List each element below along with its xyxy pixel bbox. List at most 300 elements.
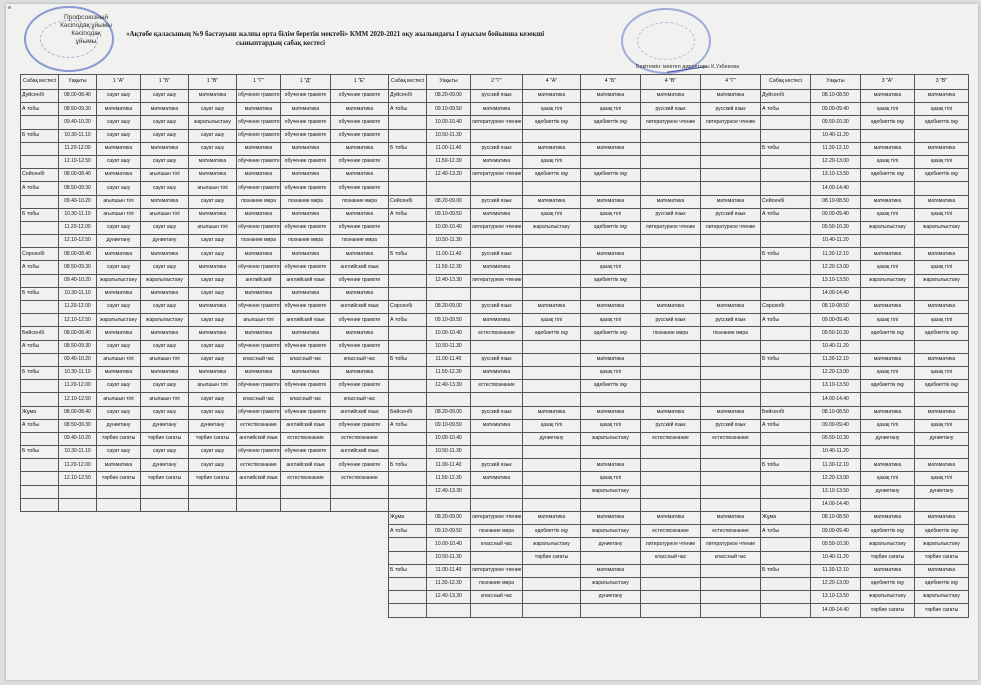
lesson-cell: русский язык: [471, 406, 523, 419]
lesson-cell: қазақ тілі: [915, 155, 969, 168]
lesson-cell: [701, 604, 761, 617]
day-cell: Б тобы: [389, 353, 427, 366]
lesson-cell: дүниетану: [97, 419, 141, 432]
lesson-cell: обучение грамоте: [281, 301, 331, 314]
lesson-cell: [581, 235, 641, 248]
day-cell: Б тобы: [761, 248, 811, 261]
lesson-cell: математика: [581, 248, 641, 261]
column-header: 1 "Г": [237, 75, 281, 90]
day-cell: [761, 155, 811, 168]
lesson-cell: сауат ашу: [97, 182, 141, 195]
day-cell: А тобы: [761, 314, 811, 327]
lesson-cell: [641, 182, 701, 195]
column-header: 3 "А": [861, 75, 915, 90]
lesson-cell: русский язык: [471, 353, 523, 366]
time-cell: 08.50-09.30: [59, 340, 97, 353]
table-row: [21, 498, 969, 511]
day-cell: [389, 485, 427, 498]
lesson-cell: жаратылыстану: [97, 314, 141, 327]
lesson-cell: естествознание: [701, 432, 761, 445]
day-cell: [761, 169, 811, 182]
lesson-cell: русский язык: [471, 90, 523, 103]
lesson-cell: [281, 591, 331, 604]
time-cell: 10.30-11.10: [59, 208, 97, 221]
lesson-cell: қазақ тілі: [523, 314, 581, 327]
time-cell: 12.20-13.00: [811, 472, 861, 485]
time-cell: 12.10-12.50: [59, 314, 97, 327]
lesson-cell: [861, 235, 915, 248]
lesson-cell: [701, 182, 761, 195]
lesson-cell: математика: [523, 406, 581, 419]
lesson-cell: сауат ашу: [189, 287, 237, 300]
lesson-cell: [701, 155, 761, 168]
time-cell: 09.50-10.30: [811, 116, 861, 129]
lesson-cell: [189, 551, 237, 564]
lesson-cell: естествознание: [641, 432, 701, 445]
day-cell: [761, 182, 811, 195]
lesson-cell: [523, 129, 581, 142]
day-cell: [21, 301, 59, 314]
lesson-cell: [237, 564, 281, 577]
column-header: Уақыты: [811, 75, 861, 90]
lesson-cell: математика: [97, 248, 141, 261]
day-cell: Б тобы: [389, 248, 427, 261]
time-cell: 10.40-11.20: [811, 235, 861, 248]
column-header: 1 "А": [97, 75, 141, 90]
time-cell: 11.30-12.10: [811, 459, 861, 472]
lesson-cell: [581, 155, 641, 168]
lesson-cell: математика: [471, 314, 523, 327]
time-cell: 09.00-09.40: [811, 103, 861, 116]
lesson-cell: математика: [331, 103, 389, 116]
time-cell: 10.30-11.10: [59, 287, 97, 300]
lesson-cell: сауат ашу: [141, 221, 189, 234]
lesson-cell: [471, 498, 523, 511]
time-cell: 10.00-10.40: [427, 221, 471, 234]
day-cell: [761, 538, 811, 551]
time-cell: 08.00-08.40: [59, 248, 97, 261]
day-cell: [761, 604, 811, 617]
lesson-cell: классный час: [237, 353, 281, 366]
lesson-cell: математика: [189, 155, 237, 168]
lesson-cell: математика: [581, 406, 641, 419]
lesson-cell: сауат ашу: [97, 129, 141, 142]
lesson-cell: [523, 564, 581, 577]
lesson-cell: жаратылыстану: [581, 577, 641, 590]
lesson-cell: математика: [581, 195, 641, 208]
day-cell: [761, 340, 811, 353]
lesson-cell: [523, 604, 581, 617]
day-cell: Б тобы: [21, 366, 59, 379]
lesson-cell: дүниетану: [523, 432, 581, 445]
lesson-cell: английский язык: [331, 406, 389, 419]
lesson-cell: [701, 393, 761, 406]
day-cell: [389, 393, 427, 406]
lesson-cell: математика: [471, 261, 523, 274]
lesson-cell: [641, 142, 701, 155]
lesson-cell: [281, 512, 331, 525]
lesson-cell: математика: [331, 208, 389, 221]
lesson-cell: обучение грамоте: [237, 340, 281, 353]
lesson-cell: қазақ тілі: [861, 419, 915, 432]
lesson-cell: әдебиеттік оқу: [861, 169, 915, 182]
lesson-cell: [331, 512, 389, 525]
union-line-3: Кәсіподақ: [71, 30, 101, 37]
lesson-cell: обучение грамоте: [331, 459, 389, 472]
lesson-cell: математика: [237, 327, 281, 340]
lesson-cell: [701, 340, 761, 353]
lesson-cell: қазақ тілі: [915, 366, 969, 379]
time-cell: 11.00-11.40: [427, 353, 471, 366]
lesson-cell: английский язык: [237, 472, 281, 485]
lesson-cell: тәрбие сағаты: [523, 551, 581, 564]
column-header: 4 "А": [523, 75, 581, 90]
lesson-cell: [237, 538, 281, 551]
lesson-cell: литературное чтение: [701, 538, 761, 551]
day-cell: [761, 274, 811, 287]
lesson-cell: естествознание: [331, 432, 389, 445]
table-row: [21, 551, 969, 564]
lesson-cell: математика: [523, 512, 581, 525]
lesson-cell: математика: [915, 512, 969, 525]
lesson-cell: русский язык: [471, 248, 523, 261]
lesson-cell: сауат ашу: [141, 129, 189, 142]
day-cell: [761, 498, 811, 511]
time-cell: 11.00-11.40: [427, 248, 471, 261]
lesson-cell: [281, 577, 331, 590]
time-cell: 08.50-09.30: [59, 103, 97, 116]
lesson-cell: [331, 577, 389, 590]
lesson-cell: [471, 182, 523, 195]
lesson-cell: сауат ашу: [141, 155, 189, 168]
time-cell: 11.30-12.10: [811, 248, 861, 261]
lesson-cell: математика: [861, 564, 915, 577]
lesson-cell: [523, 287, 581, 300]
lesson-cell: [331, 525, 389, 538]
lesson-cell: математика: [915, 564, 969, 577]
time-cell: 12.40-13.30: [427, 274, 471, 287]
day-cell: Б тобы: [389, 142, 427, 155]
lesson-cell: математика: [915, 248, 969, 261]
lesson-cell: ағылшын тілі: [141, 353, 189, 366]
lesson-cell: литературное чтение: [471, 564, 523, 577]
lesson-cell: обучение грамоте: [331, 340, 389, 353]
lesson-cell: сауат ашу: [97, 446, 141, 459]
time-cell: [59, 591, 97, 604]
lesson-cell: обучение грамоте: [331, 419, 389, 432]
lesson-cell: әдебиеттік оқу: [581, 327, 641, 340]
lesson-cell: математика: [237, 103, 281, 116]
day-cell: [21, 393, 59, 406]
lesson-cell: математика: [523, 301, 581, 314]
lesson-cell: математика: [189, 208, 237, 221]
lesson-cell: русский язык: [641, 208, 701, 221]
lesson-cell: әдебиеттік оқу: [581, 274, 641, 287]
lesson-cell: английский язык: [331, 261, 389, 274]
day-cell: [761, 485, 811, 498]
lesson-cell: математика: [471, 419, 523, 432]
lesson-cell: русский язык: [471, 195, 523, 208]
lesson-cell: әдебиеттік оқу: [915, 169, 969, 182]
lesson-cell: [915, 129, 969, 142]
lesson-cell: математика: [701, 406, 761, 419]
lesson-cell: литературное чтение: [471, 116, 523, 129]
time-cell: [427, 287, 471, 300]
lesson-cell: математика: [915, 301, 969, 314]
lesson-cell: [237, 577, 281, 590]
time-cell: 09.40-10.20: [59, 195, 97, 208]
lesson-cell: [471, 340, 523, 353]
table-row: [21, 142, 969, 155]
lesson-cell: [281, 538, 331, 551]
time-cell: 12.10-12.50: [59, 472, 97, 485]
lesson-cell: [331, 564, 389, 577]
lesson-cell: математика: [523, 195, 581, 208]
lesson-cell: [471, 235, 523, 248]
lesson-cell: математика: [281, 287, 331, 300]
lesson-cell: [641, 129, 701, 142]
time-cell: 10.30-11.10: [59, 366, 97, 379]
day-cell: [389, 446, 427, 459]
time-cell: 08.50-09.30: [59, 182, 97, 195]
day-cell: [761, 116, 811, 129]
lesson-cell: әдебиеттік оқу: [581, 380, 641, 393]
lesson-cell: [141, 577, 189, 590]
lesson-cell: [97, 498, 141, 511]
lesson-cell: математика: [97, 366, 141, 379]
lesson-cell: қазақ тілі: [915, 314, 969, 327]
lesson-cell: [523, 340, 581, 353]
approval-note: Бекітемін: мектеп директоры К.Узбекова: [636, 64, 740, 70]
lesson-cell: литературное чтение: [471, 274, 523, 287]
lesson-cell: [915, 446, 969, 459]
time-cell: 14.00-14.40: [811, 498, 861, 511]
lesson-cell: естествознание: [237, 419, 281, 432]
lesson-cell: математика: [281, 327, 331, 340]
lesson-cell: математика: [97, 459, 141, 472]
lesson-cell: жаратылыстану: [861, 591, 915, 604]
time-cell: 14.00-14.40: [811, 182, 861, 195]
lesson-cell: әдебиеттік оқу: [523, 169, 581, 182]
timetable: [20, 74, 969, 618]
table-row: [21, 340, 969, 353]
column-header: 1 "Е": [331, 75, 389, 90]
time-cell: 09.00-09.40: [811, 525, 861, 538]
time-cell: 12.10-12.50: [59, 155, 97, 168]
time-cell: 08.00-08.40: [59, 169, 97, 182]
day-cell: [389, 551, 427, 564]
lesson-cell: әдебиеттік оқу: [523, 525, 581, 538]
lesson-cell: математика: [915, 195, 969, 208]
lesson-cell: дүниетану: [141, 235, 189, 248]
lesson-cell: [189, 485, 237, 498]
title-line-2: сыныптардың сабақ кестесі: [236, 39, 326, 47]
day-cell: Б тобы: [21, 129, 59, 142]
lesson-cell: [701, 261, 761, 274]
lesson-cell: [237, 604, 281, 617]
lesson-cell: әдебиеттік оқу: [915, 327, 969, 340]
lesson-cell: русский язык: [701, 419, 761, 432]
lesson-cell: математика: [861, 248, 915, 261]
lesson-cell: сауат ашу: [97, 380, 141, 393]
lesson-cell: математика: [641, 406, 701, 419]
lesson-cell: қазақ тілі: [523, 419, 581, 432]
lesson-cell: қазақ тілі: [581, 103, 641, 116]
lesson-cell: литературное чтение: [471, 512, 523, 525]
sheet-header: [6, 4, 978, 70]
lesson-cell: [641, 274, 701, 287]
time-cell: [427, 182, 471, 195]
day-cell: [21, 525, 59, 538]
time-cell: 08.50-09.30: [59, 261, 97, 274]
lesson-cell: математика: [523, 90, 581, 103]
table-row: [21, 538, 969, 551]
lesson-cell: математика: [141, 287, 189, 300]
lesson-cell: сауат ашу: [189, 393, 237, 406]
day-cell: [21, 498, 59, 511]
day-cell: Дүйсенбі: [761, 90, 811, 103]
day-cell: [761, 577, 811, 590]
lesson-cell: ағылшын тілі: [141, 208, 189, 221]
day-cell: [21, 564, 59, 577]
lesson-cell: ағылшын тілі: [97, 208, 141, 221]
lesson-cell: [641, 366, 701, 379]
lesson-cell: математика: [189, 90, 237, 103]
lesson-cell: математика: [581, 459, 641, 472]
lesson-cell: әдебиеттік оқу: [523, 327, 581, 340]
lesson-cell: познание мира: [281, 195, 331, 208]
lesson-cell: қазақ тілі: [523, 103, 581, 116]
time-cell: 09.40-10.20: [59, 116, 97, 129]
lesson-cell: [915, 182, 969, 195]
lesson-cell: сауат ашу: [141, 446, 189, 459]
union-line-1: Профсоюзный: [64, 14, 108, 21]
table-row: [21, 564, 969, 577]
lesson-cell: әдебиеттік оқу: [581, 169, 641, 182]
lesson-cell: математика: [915, 90, 969, 103]
lesson-cell: [581, 393, 641, 406]
table-row: [21, 274, 969, 287]
lesson-cell: обучение грамоте: [281, 90, 331, 103]
column-header: 4 "Г": [701, 75, 761, 90]
lesson-cell: [523, 353, 581, 366]
lesson-cell: классный час: [281, 353, 331, 366]
day-cell: [21, 274, 59, 287]
time-cell: 09.40-10.20: [59, 432, 97, 445]
day-cell: [389, 327, 427, 340]
lesson-cell: [97, 564, 141, 577]
lesson-cell: сауат ашу: [97, 340, 141, 353]
lesson-cell: математика: [281, 169, 331, 182]
lesson-cell: [523, 235, 581, 248]
table-row: [21, 419, 969, 432]
day-cell: А тобы: [761, 419, 811, 432]
day-cell: [389, 538, 427, 551]
lesson-cell: математика: [471, 155, 523, 168]
lesson-cell: әдебиеттік оқу: [915, 577, 969, 590]
lesson-cell: [701, 274, 761, 287]
lesson-cell: қазақ тілі: [581, 261, 641, 274]
lesson-cell: сауат ашу: [189, 353, 237, 366]
table-row: [21, 327, 969, 340]
lesson-cell: естествознание: [701, 525, 761, 538]
union-line-4: ұйымы: [75, 38, 97, 45]
lesson-cell: математика: [331, 142, 389, 155]
lesson-cell: познание мира: [237, 235, 281, 248]
day-cell: А тобы: [389, 525, 427, 538]
table-row: [21, 314, 969, 327]
lesson-cell: [281, 564, 331, 577]
lesson-cell: сауат ашу: [189, 195, 237, 208]
time-cell: 11.50-12.30: [427, 366, 471, 379]
day-cell: А тобы: [389, 103, 427, 116]
lesson-cell: жаратылыстану: [861, 274, 915, 287]
day-cell: Б тобы: [761, 564, 811, 577]
lesson-cell: обучение грамоте: [237, 380, 281, 393]
lesson-cell: әдебиеттік оқу: [861, 327, 915, 340]
lesson-cell: дүниетану: [97, 235, 141, 248]
lesson-cell: математика: [861, 301, 915, 314]
lesson-cell: [861, 182, 915, 195]
lesson-cell: қазақ тілі: [861, 472, 915, 485]
column-header: 4 "В": [641, 75, 701, 90]
schedule-sheet: [6, 4, 978, 680]
table-row: [21, 301, 969, 314]
lesson-cell: [641, 235, 701, 248]
day-cell: [21, 485, 59, 498]
lesson-cell: [641, 604, 701, 617]
lesson-cell: естествознание: [471, 327, 523, 340]
table-row: [21, 169, 969, 182]
lesson-cell: математика: [189, 261, 237, 274]
lesson-cell: дүниетану: [861, 485, 915, 498]
lesson-cell: [189, 538, 237, 551]
time-cell: 11.50-12.30: [427, 155, 471, 168]
lesson-cell: математика: [523, 142, 581, 155]
lesson-cell: математика: [281, 366, 331, 379]
lesson-cell: математика: [581, 90, 641, 103]
lesson-cell: математика: [915, 459, 969, 472]
lesson-cell: дүниетану: [141, 419, 189, 432]
time-cell: 11.00-11.40: [427, 459, 471, 472]
time-cell: 11.20-12.00: [59, 301, 97, 314]
lesson-cell: [581, 129, 641, 142]
table-row: [21, 459, 969, 472]
day-cell: Сәрсенбі: [761, 301, 811, 314]
time-cell: 08.20-09.00: [427, 512, 471, 525]
time-cell: 09.10-09.50: [427, 103, 471, 116]
day-cell: Дүйсенбі: [21, 90, 59, 103]
lesson-cell: математика: [641, 195, 701, 208]
lesson-cell: классный час: [701, 551, 761, 564]
time-cell: 08.10-08.50: [811, 406, 861, 419]
lesson-cell: ағылшын тілі: [189, 221, 237, 234]
lesson-cell: [701, 287, 761, 300]
day-cell: [389, 169, 427, 182]
day-cell: Б тобы: [21, 208, 59, 221]
day-cell: Жұма: [761, 512, 811, 525]
day-cell: [761, 446, 811, 459]
time-cell: [59, 604, 97, 617]
time-cell: [59, 577, 97, 590]
lesson-cell: жаратылыстану: [97, 274, 141, 287]
table-row: [21, 261, 969, 274]
time-cell: 11.30-12.10: [811, 142, 861, 155]
lesson-cell: [189, 591, 237, 604]
table-row: [21, 182, 969, 195]
table-row: [21, 472, 969, 485]
lesson-cell: [523, 261, 581, 274]
